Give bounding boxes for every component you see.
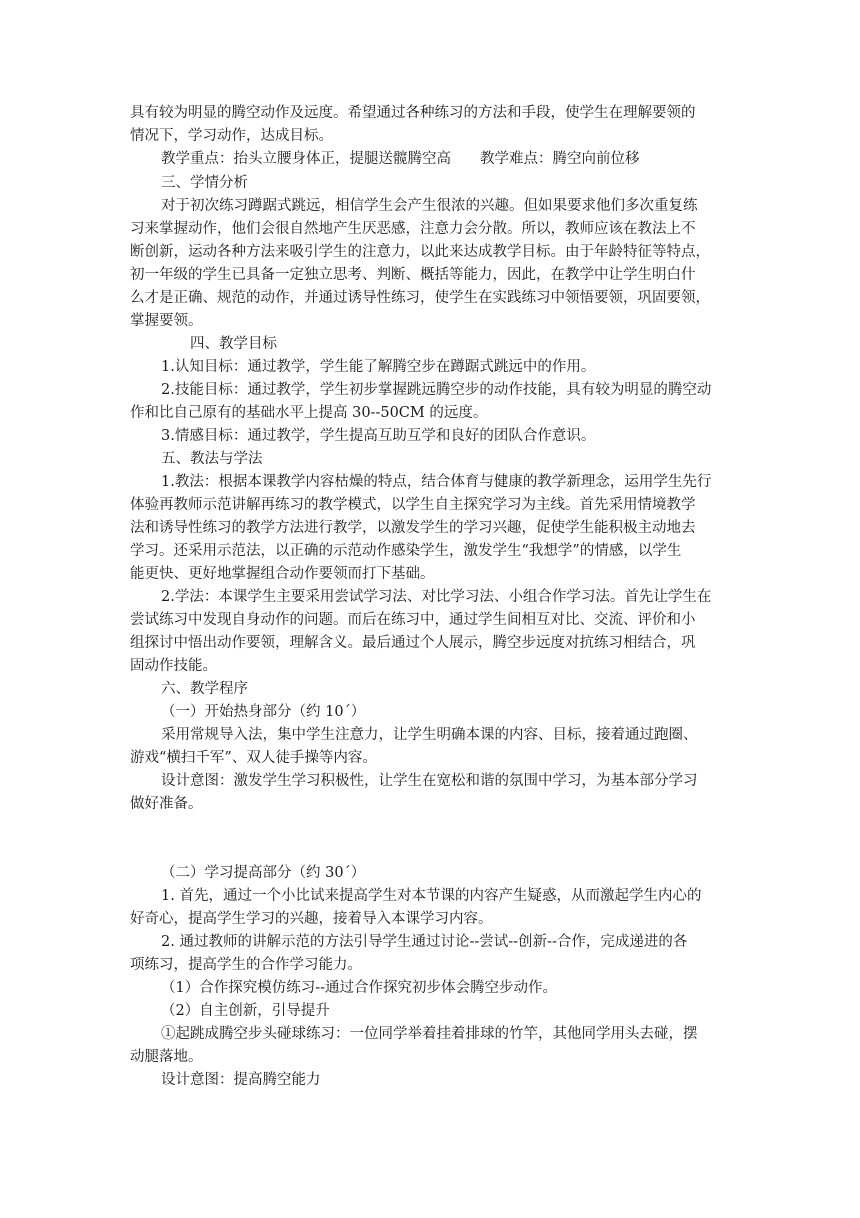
text-line: 法和诱导性练习的教学方法进行教学，以激发学生的学习兴趣，促使学生能积极主动地去 — [130, 520, 696, 536]
text-line: 初一年级的学生已具备一定独立思考、判断、概括等能力，因此，在教学中让学生明白什 — [130, 267, 696, 283]
text-line: 对于初次练习蹲踞式跳远，相信学生会产生很浓的兴趣。但如果要求他们多次重复练 — [161, 198, 698, 214]
text-line: 掌握要领。 — [130, 313, 203, 329]
text-line: 能更快、更好地掌握组合动作要领而打下基础。 — [130, 566, 435, 582]
text-line: 做好准备。 — [130, 796, 203, 812]
text-line: 1.认知目标：通过教学，学生能了解腾空步在蹲踞式跳远中的作用。 — [161, 359, 596, 375]
text-line: 固动作技能。 — [130, 658, 217, 674]
subsection-heading: （二）学习提高部分（约 30´） — [161, 865, 366, 881]
text-line: 采用常规导入法，集中学生注意力，让学生明确本课的内容、目标，接着通过跑圈、 — [161, 727, 698, 743]
section-heading: 五、教法与学法 — [161, 451, 263, 467]
text-line: 1. 首先，通过一个小比试来提高学生对本节课的内容产生疑惑，从而激起学生内心的 — [161, 888, 702, 904]
text-line: 3.情感目标：通过教学，学生提高互助互学和良好的团队合作意识。 — [161, 428, 596, 444]
text-line: 设计意图：激发学生学习积极性，让学生在宽松和谐的氛围中学习，为基本部分学习 — [161, 773, 698, 789]
text-line: 学习。还采用示范法，以正确的示范动作感染学生，激发学生“我想学”的情感，以学生 — [130, 543, 682, 559]
text-line: 习来掌握动作，他们会很自然地产生厌恶感，注意力会分散。所以，教师应该在教法上不 — [130, 221, 696, 237]
section-heading: 三、学情分析 — [161, 175, 248, 191]
text-line: 2.技能目标：通过教学，学生初步掌握跳远腾空步的动作技能，具有较为明显的腾空动 — [161, 382, 712, 398]
text-line: 1.教法：根据本课教学内容枯燥的特点，结合体育与健康的教学新理念，运用学生先行 — [161, 474, 712, 490]
text-line: 体验再教师示范讲解再练习的教学模式，以学生自主探究学习为主线。首先采用情境教学 — [130, 497, 696, 513]
text-line: 具有较为明显的腾空动作及远度。希望通过各种练习的方法和手段，使学生在理解要领的 — [130, 105, 696, 121]
text-line: 项练习，提高学生的合作学习能力。 — [130, 957, 362, 973]
text-line: 组探讨中悟出动作要领，理解含义。最后通过个人展示，腾空步远度对抗练习相结合，巩 — [130, 635, 696, 651]
text-line: 尝试练习中发现自身动作的问题。而后在练习中，通过学生间相互对比、交流、评价和小 — [130, 612, 696, 628]
text-line: 设计意图：提高腾空能力 — [161, 1072, 321, 1088]
text-line: 动腿落地。 — [130, 1049, 203, 1065]
text-line: 作和比自己原有的基础水平上提高 30--50CM 的远度。 — [130, 405, 488, 421]
text-line: 断创新，运动各种方法来吸引学生的注意力，以此来达成教学目标。由于年龄特征等特点， — [130, 244, 710, 260]
text-line: 么才是正确、规范的动作，并通过诱导性练习，使学生在实践练习中领悟要领，巩固要领， — [130, 290, 710, 306]
text-line: 好奇心，提高学生学习的兴趣，接着导入本课学习内容。 — [130, 911, 493, 927]
text-line: （1）合作探究模仿练习--通过合作探究初步体会腾空步动作。 — [161, 980, 558, 996]
text-line: （2）自主创新，引导提升 — [161, 1003, 330, 1019]
text-line: ①起跳成腾空步头碰球练习：一位同学举着挂着排球的竹竿，其他同学用头去碰，摆 — [161, 1026, 698, 1042]
text-line: 教学重点：抬头立腰身体正，提腿送髋腾空高 教学难点：腾空向前位移 — [161, 151, 640, 167]
text-line: 2.学法：本课学生主要采用尝试学习法、对比学习法、小组合作学习法。首先让学生在 — [161, 589, 712, 605]
section-heading: 四、教学目标 — [190, 336, 277, 352]
text-line: 情况下，学习动作，达成目标。 — [130, 128, 333, 144]
text-line: 2. 通过教师的讲解示范的方法引导学生通过讨论--尝试--创新--合作，完成递进的各 — [161, 934, 688, 950]
subsection-heading: （一）开始热身部分（约 10´） — [161, 704, 366, 720]
text-line: 游戏“横扫千军”、双人徒手操等内容。 — [130, 750, 377, 766]
section-heading: 六、教学程序 — [161, 681, 248, 697]
